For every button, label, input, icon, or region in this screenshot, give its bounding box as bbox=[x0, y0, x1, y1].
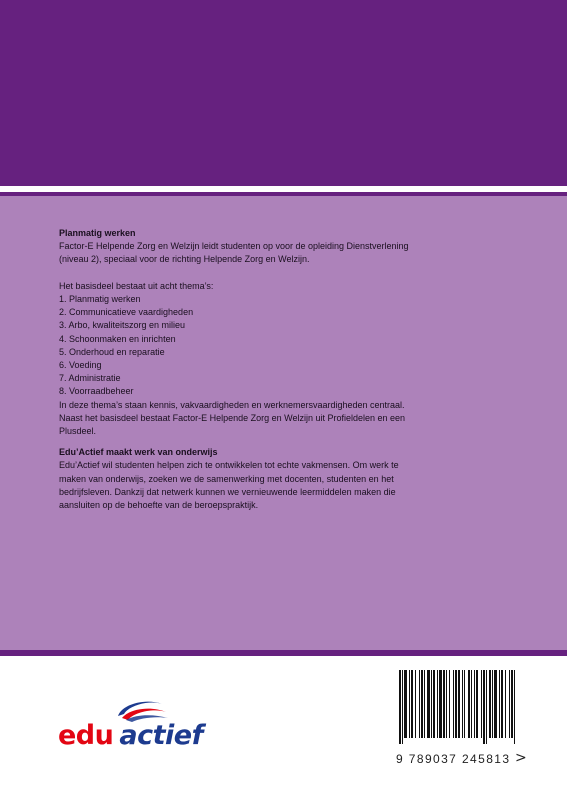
barcode-stripe bbox=[514, 670, 515, 744]
isbn-barcode bbox=[398, 670, 526, 750]
barcode-stripe bbox=[458, 670, 460, 738]
barcode-stripe bbox=[446, 670, 447, 738]
barcode-stripe bbox=[427, 670, 430, 738]
barcode-stripe bbox=[471, 670, 472, 738]
barcode-stripe bbox=[453, 670, 454, 738]
theme-item: 5. Onderhoud en reparatie bbox=[59, 346, 165, 357]
barcode-stripe bbox=[481, 670, 482, 738]
logo-edu-text: edu bbox=[58, 720, 114, 751]
intro-paragraph: Factor-E Helpende Zorg en Welzijn leidt studenten op voor de opleiding Dienstverlening (niveau 2), speciaal voor de richting Helpende Zorg en Welzijn. bbox=[59, 241, 409, 265]
barcode-number: 9 789037 245813 bbox=[396, 752, 511, 766]
barcode-stripe bbox=[399, 670, 401, 744]
barcode-stripe bbox=[439, 670, 442, 738]
barcode-stripe bbox=[511, 670, 513, 738]
barcode-stripe bbox=[505, 670, 506, 738]
barcode-stripe bbox=[431, 670, 432, 738]
barcode-stripe bbox=[464, 670, 465, 738]
barcode-stripe bbox=[462, 670, 463, 738]
barcode-stripe bbox=[443, 670, 445, 738]
barcode-stripe bbox=[409, 670, 410, 738]
barcode-stripe bbox=[411, 670, 413, 738]
logo-actief-text: actief bbox=[119, 720, 203, 751]
barcode-stripe bbox=[494, 670, 497, 738]
section-heading-planmatig-werken: Planmatig werken bbox=[59, 228, 136, 238]
theme-item: 6. Voeding bbox=[59, 360, 102, 371]
barcode-stripe bbox=[415, 670, 416, 738]
themes-list bbox=[59, 293, 479, 399]
theme-item: 1. Planmatig werken bbox=[59, 294, 141, 304]
barcode-stripe bbox=[483, 670, 485, 744]
barcode-stripe bbox=[476, 670, 478, 738]
barcode-stripe bbox=[492, 670, 493, 738]
barcode-bars bbox=[398, 670, 518, 744]
barcode-stripe bbox=[468, 670, 470, 738]
bottom-purple-rule bbox=[0, 650, 567, 656]
barcode-stripe bbox=[499, 670, 500, 738]
barcode-stripe bbox=[421, 670, 423, 738]
eduactief-logo bbox=[58, 698, 208, 756]
theme-item: 8. Voorraadbeheer bbox=[59, 386, 134, 397]
barcode-stripe bbox=[489, 670, 491, 738]
barcode-arrow: > bbox=[515, 750, 527, 766]
back-cover-text bbox=[59, 227, 479, 512]
barcode-stripe bbox=[404, 670, 407, 738]
theme-item: 4. Schoonmaken en inrichten bbox=[59, 333, 176, 344]
barcode-stripe bbox=[419, 670, 420, 738]
theme-item: 7. Administratie bbox=[59, 373, 121, 384]
barcode-stripe bbox=[501, 670, 503, 738]
barcode-stripe bbox=[509, 670, 510, 738]
outro-paragraph: In deze thema’s staan kennis, vakvaardigheden en werknemersvaardigheden centraal. Naast het basisdeel bestaat Factor-E Helpende Zorg en Welzijn uit Profieldelen en een Plusdeel. bbox=[59, 399, 406, 437]
barcode-stripe bbox=[424, 670, 425, 738]
barcode-stripe bbox=[455, 670, 457, 738]
top-color-band bbox=[0, 0, 567, 186]
barcode-stripe bbox=[437, 670, 438, 738]
theme-item: 2. Communicatieve vaardigheden bbox=[59, 307, 194, 318]
barcode-stripe bbox=[449, 670, 450, 738]
themes-intro: Het basisdeel bestaat uit acht thema’s: bbox=[59, 280, 214, 291]
section-heading-eduactief: Edu’Actief maakt werk van onderwijs bbox=[59, 447, 218, 458]
logo-wordmark bbox=[58, 720, 203, 751]
barcode-stripe bbox=[474, 670, 475, 738]
barcode-stripe bbox=[433, 670, 435, 738]
barcode-stripe bbox=[486, 670, 487, 744]
eduactief-paragraph: Edu’Actief wil studenten helpen zich te ontwikkelen tot echte vakmensen. Om werk te maken van onderwijs, zoeken we de samenwerking met docenten, studenten en het bedrijfsleven. Dankzij dat netwerk kunnen we vernieuwende leermiddelen maken die aansluiten op de behoefte van de beroepspraktijk. bbox=[59, 460, 399, 511]
barcode-stripe bbox=[402, 670, 403, 744]
theme-item: 3. Arbo, kwaliteitszorg en milieu bbox=[59, 320, 186, 331]
